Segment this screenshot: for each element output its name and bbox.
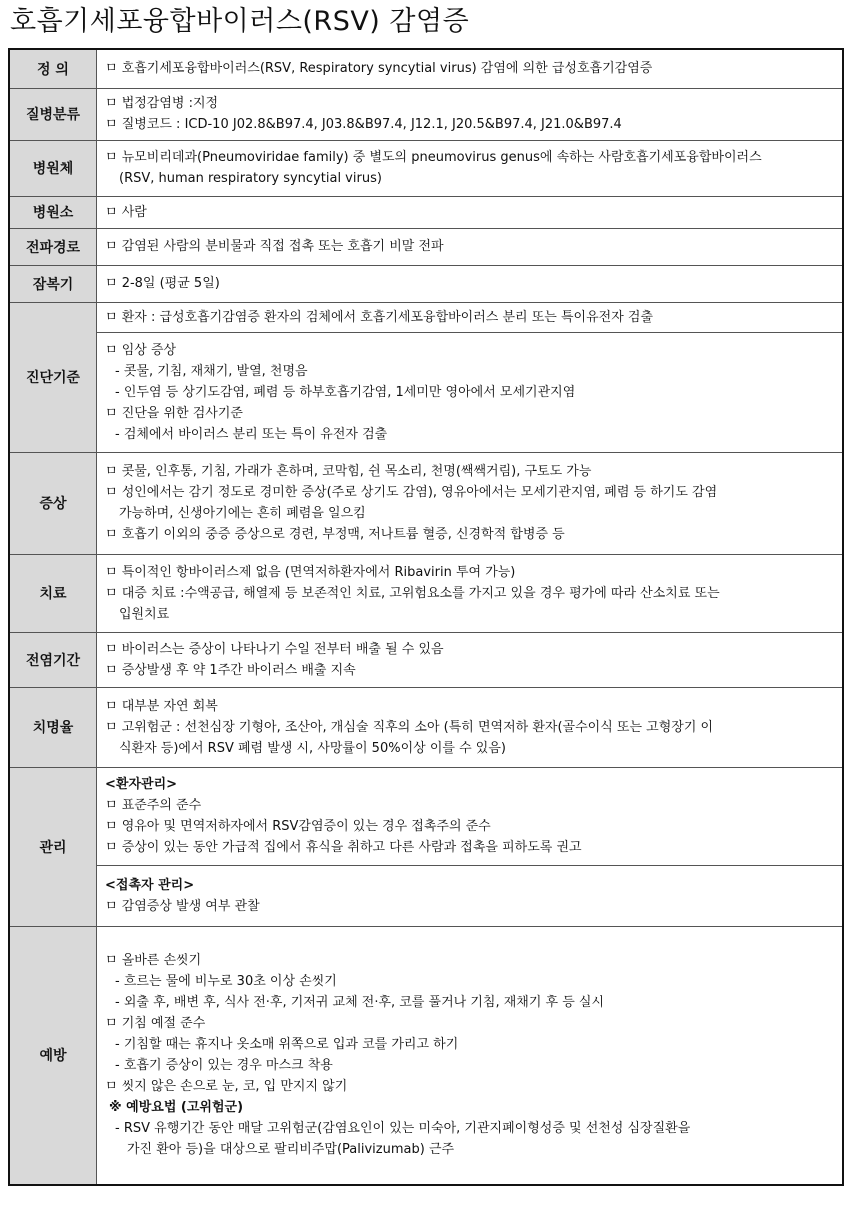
pathogen-line: (RSV, human respiratory syncytial virus) bbox=[119, 171, 382, 186]
classification-line: ㅁ 법정감염병 :지정 bbox=[105, 96, 219, 111]
symptom-line: 가능하며, 신생아기에는 흔히 폐렴을 일으킴 bbox=[119, 506, 366, 521]
label-definition: 정 의 bbox=[9, 49, 97, 88]
diagnosis-line: - 검체에서 바이러스 분리 또는 특이 유전자 검출 bbox=[115, 426, 388, 442]
management-line: ㅁ 영유아 및 면역저하자에서 RSV감염증이 있는 경우 접촉주의 준수 bbox=[105, 819, 491, 834]
prevention-line: - RSV 유행기간 동안 매달 고위험군(감염요인이 있는 미숙아, 기관지폐이형성증 및 선천성 심장질환을 bbox=[115, 1121, 691, 1137]
content-transmission bbox=[97, 228, 844, 265]
treatment-line: ㅁ 대증 치료 :수액공급, 해열제 등 보존적인 치료, 고위험요소를 가지고 있을 경우 평가에 따라 산소치료 또는 bbox=[105, 585, 720, 601]
label-pathogen: 병원체 bbox=[9, 140, 97, 196]
row-diagnosis-b bbox=[9, 332, 843, 452]
content-symptoms bbox=[97, 452, 844, 554]
content-pathogen bbox=[97, 140, 844, 196]
content-fatality bbox=[97, 687, 844, 767]
prevention-line: - 외출 후, 배변 후, 식사 전·후, 기저귀 교체 전·후, 코를 풀거나 기침, 재채기 후 등 실시 bbox=[115, 995, 605, 1011]
content-diagnosis-patient bbox=[97, 302, 844, 332]
row-classification bbox=[9, 88, 843, 140]
page-title: 호흡기세포융합바이러스(RSV) 감염증 bbox=[10, 6, 470, 37]
row-definition bbox=[9, 49, 843, 88]
classification-line: ㅁ 질병코드 : ICD-10 J02.8&B97.4, J03.8&B97.4, J12.1, J20.5&B97.4, J21.0&B97.4 bbox=[105, 117, 622, 132]
definition-line: ㅁ 호흡기세포융합바이러스(RSV, Respiratory syncytial virus) 감염에 의한 급성호흡기감염증 bbox=[105, 61, 653, 77]
row-incubation bbox=[9, 265, 843, 302]
diagnosis-line: ㅁ 임상 증상 bbox=[105, 342, 177, 358]
reservoir-line: ㅁ 사람 bbox=[105, 204, 147, 220]
treatment-line: ㅁ 특이적인 항바이러스제 없음 (면역저하환자에서 Ribavirin 투여 가능) bbox=[105, 564, 516, 580]
fatality-line: 식환자 등)에서 RSV 폐렴 발생 시, 사망률이 50%이상 이를 수 있음) bbox=[119, 740, 506, 756]
label-transmission: 전파경로 bbox=[9, 228, 97, 265]
row-treatment bbox=[9, 554, 843, 632]
row-diagnosis-a bbox=[9, 302, 843, 332]
prevention-line: - 흐르는 물에 비누로 30초 이상 손씻기 bbox=[115, 974, 337, 990]
content-treatment bbox=[97, 554, 844, 632]
row-management-a bbox=[9, 767, 843, 865]
transmission-line: ㅁ 감염된 사람의 분비물과 직접 접촉 또는 호흡기 비말 전파 bbox=[105, 239, 444, 254]
label-management: 관리 bbox=[9, 767, 97, 926]
patient-management-heading: <환자관리> bbox=[105, 777, 178, 792]
disease-info-table bbox=[8, 48, 844, 1186]
pathogen-line: ㅁ 뉴모비리데과(Pneumoviridae family) 중 별도의 pneumovirus genus에 속하는 사람호흡기세포융합바이러스 bbox=[105, 150, 762, 165]
content-classification bbox=[97, 88, 844, 140]
row-management-b bbox=[9, 865, 843, 926]
symptom-line: ㅁ 콧물, 인후통, 기침, 가래가 흔하며, 코막힘, 쉰 목소리, 천명(쌕쌕거림), 구토도 가능 bbox=[105, 464, 592, 479]
row-reservoir bbox=[9, 196, 843, 228]
row-symptoms bbox=[9, 452, 843, 554]
content-prevention bbox=[97, 926, 844, 1185]
row-transmission bbox=[9, 228, 843, 265]
label-incubation: 잠복기 bbox=[9, 265, 97, 302]
label-prevention: 예방 bbox=[9, 926, 97, 1185]
diagnosis-line: - 콧물, 기침, 재채기, 발열, 천명음 bbox=[115, 363, 308, 379]
symptom-line: ㅁ 호흡기 이외의 중증 증상으로 경련, 부정맥, 저나트륨 혈증, 신경학적 합병증 등 bbox=[105, 527, 565, 542]
label-treatment: 치료 bbox=[9, 554, 97, 632]
row-prevention bbox=[9, 926, 843, 1185]
prevention-line: 가진 환아 등)을 대상으로 팔리비주맙(Palivizumab) 근주 bbox=[127, 1142, 455, 1158]
row-infectious-period bbox=[9, 632, 843, 687]
label-classification: 질병분류 bbox=[9, 88, 97, 140]
management-line: ㅁ 증상이 있는 동안 가급적 집에서 휴식을 취하고 다른 사람과 접촉을 피하도록 권고 bbox=[105, 840, 582, 855]
content-diagnosis-criteria bbox=[97, 332, 844, 452]
label-fatality: 치명율 bbox=[9, 687, 97, 767]
prevention-line: - 호흡기 증상이 있는 경우 마스크 착용 bbox=[115, 1058, 333, 1074]
diagnosis-line: - 인두염 등 상기도감염, 폐렴 등 하부호흡기감염, 1세미만 영아에서 모세기관지염 bbox=[115, 384, 576, 400]
content-patient-management bbox=[97, 767, 844, 865]
row-fatality bbox=[9, 687, 843, 767]
label-infectious-period: 전염기간 bbox=[9, 632, 97, 687]
diagnosis-line: ㅁ 환자 : 급성호흡기감염증 환자의 검체에서 호흡기세포융합바이러스 분리 또는 특이유전자 검출 bbox=[105, 309, 654, 325]
fatality-line: ㅁ 고위험군 : 선천심장 기형아, 조산아, 개심술 직후의 소아 (특히 면역저하 환자(골수이식 또는 고형장기 이 bbox=[105, 719, 714, 735]
label-diagnosis: 진단기준 bbox=[9, 302, 97, 452]
diagnosis-line: ㅁ 진단을 위한 검사기준 bbox=[105, 405, 243, 421]
prevention-line: ㅁ 기침 예절 준수 bbox=[105, 1016, 206, 1032]
contact-management-heading: <접촉자 관리> bbox=[105, 877, 195, 893]
prevention-line: ㅁ 씻지 않은 손으로 눈, 코, 입 만지지 않기 bbox=[105, 1079, 348, 1095]
row-pathogen bbox=[9, 140, 843, 196]
incubation-line: ㅁ 2-8일 (평균 5일) bbox=[105, 276, 220, 291]
infectious-line: ㅁ 증상발생 후 약 1주간 바이러스 배출 지속 bbox=[105, 662, 356, 678]
prevention-line: ㅁ 올바른 손씻기 bbox=[105, 953, 202, 969]
label-reservoir: 병원소 bbox=[9, 196, 97, 228]
content-definition bbox=[97, 49, 844, 88]
infectious-line: ㅁ 바이러스는 증상이 나타나기 수일 전부터 배출 될 수 있음 bbox=[105, 641, 444, 657]
fatality-line: ㅁ 대부분 자연 회복 bbox=[105, 698, 218, 714]
management-line: ㅁ 감염증상 발생 여부 관찰 bbox=[105, 898, 260, 914]
treatment-line: 입원치료 bbox=[119, 606, 170, 622]
content-reservoir bbox=[97, 196, 844, 228]
symptom-line: ㅁ 성인에서는 감기 정도로 경미한 증상(주로 상기도 감염), 영유아에서는 모세기관지염, 폐렴 등 하기도 감염 bbox=[105, 485, 718, 500]
label-symptoms: 증상 bbox=[9, 452, 97, 554]
prophylaxis-heading: ※ 예방요법 (고위험군) bbox=[109, 1100, 244, 1116]
content-contact-management bbox=[97, 865, 844, 926]
content-incubation bbox=[97, 265, 844, 302]
management-line: ㅁ 표준주의 준수 bbox=[105, 798, 202, 813]
content-infectious-period bbox=[97, 632, 844, 687]
prevention-line: - 기침할 때는 휴지나 옷소매 위쪽으로 입과 코를 가리고 하기 bbox=[115, 1037, 459, 1053]
